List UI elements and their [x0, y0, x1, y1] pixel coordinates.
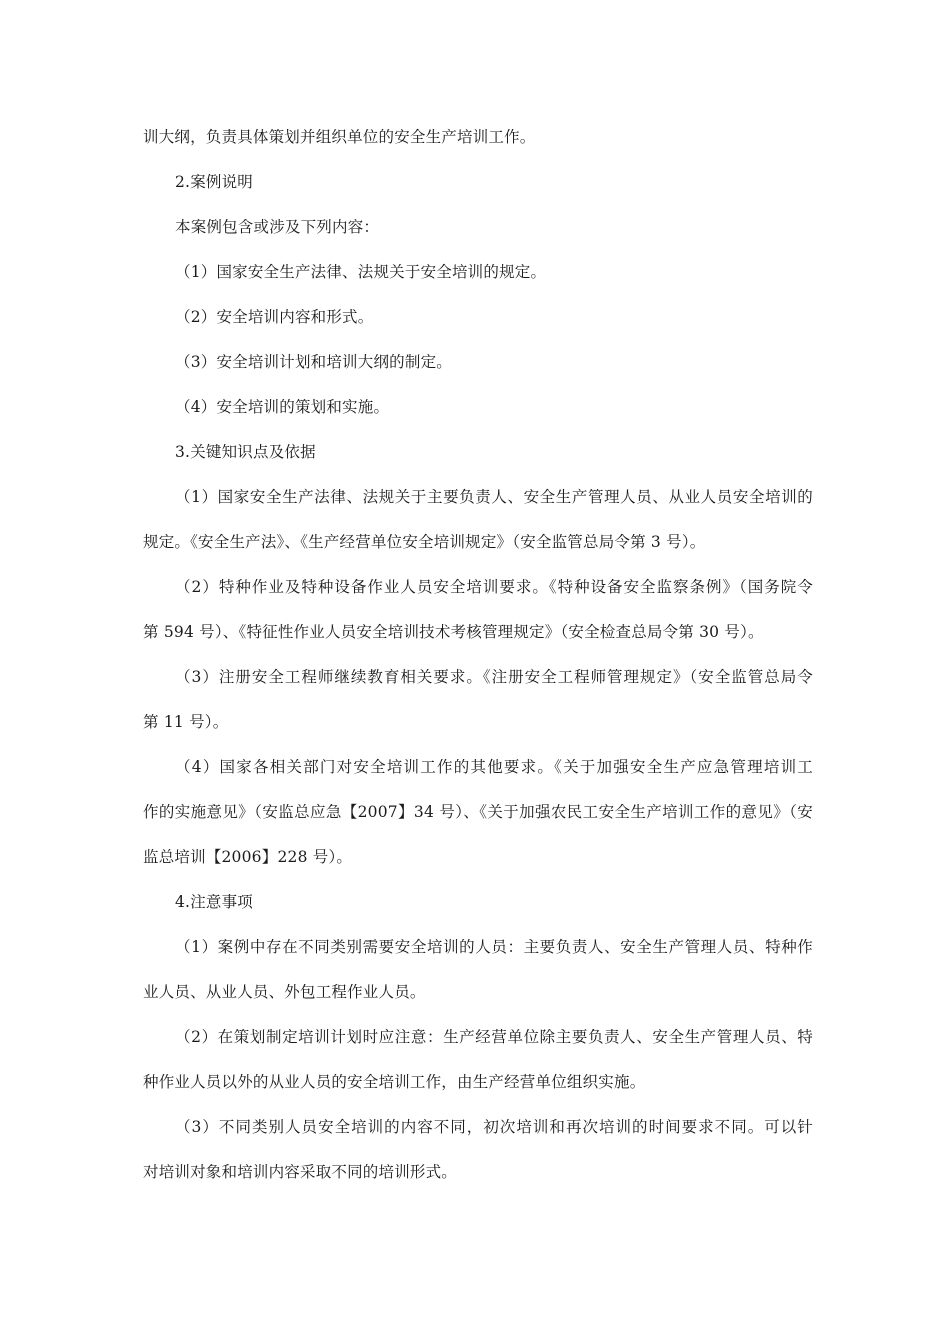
paragraph-line: 业人员、从业人员、外包工程作业人员。 — [143, 983, 426, 1001]
paragraph-line: （2）特种作业及特种设备作业人员安全培训要求。《特种设备安全监察条例》（国务院令 — [175, 578, 813, 596]
paragraph-line: （4）国家各相关部门对安全培训工作的其他要求。《关于加强安全生产应急管理培训工 — [175, 758, 813, 776]
paragraph-line: （3）不同类别人员安全培训的内容不同，初次培训和再次培训的时间要求不同。可以针 — [175, 1118, 813, 1136]
paragraph-line: 种作业人员以外的从业人员的安全培训工作，由生产经营单位组织实施。 — [143, 1073, 646, 1091]
list-item: （2）安全培训内容和形式。 — [175, 308, 374, 326]
section-heading: 3.关键知识点及依据 — [175, 443, 316, 461]
paragraph-line: （1）国家安全生产法律、法规关于主要负责人、安全生产管理人员、从业人员安全培训的 — [175, 488, 813, 506]
section-heading: 2.案例说明 — [175, 173, 253, 191]
section-heading: 4.注意事项 — [175, 893, 253, 911]
paragraph-line: 本案例包含或涉及下列内容： — [175, 218, 380, 236]
paragraph-line: （3）注册安全工程师继续教育相关要求。《注册安全工程师管理规定》（安全监管总局令 — [175, 668, 813, 686]
list-item: （3）安全培训计划和培训大纲的制定。 — [175, 353, 452, 371]
paragraph-line: （1）案例中存在不同类别需要安全培训的人员：主要负责人、安全生产管理人员、特种作 — [175, 938, 813, 956]
paragraph-line: （2）在策划制定培训计划时应注意：生产经营单位除主要负责人、安全生产管理人员、特 — [175, 1028, 813, 1046]
paragraph-line: 对培训对象和培训内容采取不同的培训形式。 — [143, 1163, 458, 1181]
paragraph-line: 作的实施意见》（安监总应急【2007】34 号）、《关于加强农民工安全生产培训工作的意见》（安 — [143, 803, 813, 821]
paragraph-line: 监总培训【2006】228 号）。 — [143, 848, 353, 866]
paragraph-line: 训大纲，负责具体策划并组织单位的安全生产培训工作。 — [143, 128, 536, 146]
list-item: （1）国家安全生产法律、法规关于安全培训的规定。 — [175, 263, 547, 281]
list-item: （4）安全培训的策划和实施。 — [175, 398, 390, 416]
paragraph-line: 第 11 号）。 — [143, 713, 229, 731]
paragraph-line: 第 594 号）、《特征性作业人员安全培训技术考核管理规定》（安全检查总局令第 30 号）。 — [143, 623, 764, 641]
paragraph-line: 规定。《安全生产法》、《生产经营单位安全培训规定》（安全监管总局令第 3 号）。 — [143, 533, 706, 551]
